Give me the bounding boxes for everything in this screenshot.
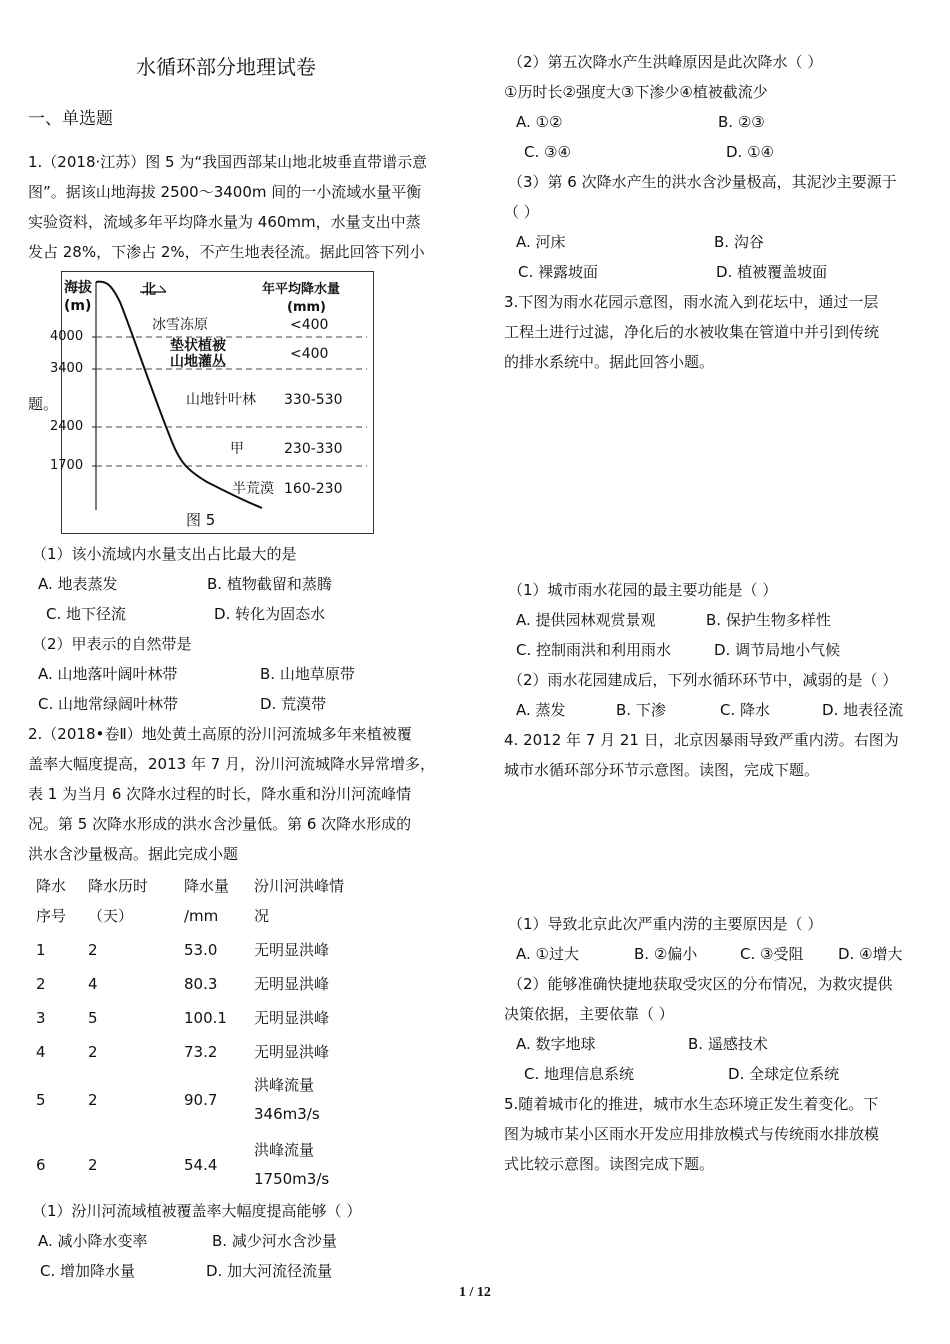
q2-sub1: （1）汾川河流域植被覆盖率大幅度提高能够（ ） — [32, 1202, 362, 1220]
q4-text-line: 城市水循环部分环节示意图。读图，完成下题。 — [504, 761, 820, 779]
q4-sub2-option[interactable]: B. 遥感技术 — [688, 1035, 768, 1053]
q5-text-line: 图为城市某小区雨水开发应用排放模式与传统雨水排放模 — [504, 1125, 880, 1143]
table-cell: 5 — [36, 1091, 46, 1109]
table-cell: 4 — [88, 975, 98, 993]
q1-sub1-option[interactable]: A. 地表蒸发 — [38, 575, 118, 593]
figure-caption: 图 5 — [186, 511, 216, 529]
table-header: 降水历时 — [88, 877, 149, 895]
q4-sub2-option[interactable]: A. 数字地球 — [516, 1035, 596, 1053]
zone-name: 山地灌丛 — [170, 354, 226, 370]
tick-label: 1700 — [50, 458, 84, 473]
axis-label: 海拔 — [64, 280, 92, 296]
axis-unit: (m) — [64, 298, 92, 314]
q4-sub1-option[interactable]: A. ①过大 — [516, 945, 579, 963]
q2-sub3-option[interactable]: B. 沟谷 — [714, 233, 764, 251]
q3-text-line: 工程土进行过滤，净化后的水被收集在管道中并引到传统 — [504, 323, 880, 341]
q2-sub1-option[interactable]: A. 减小降水变率 — [38, 1232, 148, 1250]
zone-value: <400 — [290, 317, 329, 333]
zone-name: 冰雪冻原 — [152, 317, 208, 333]
q4-sub2-option[interactable]: C. 地理信息系统 — [524, 1065, 635, 1083]
table-header: 序号 — [36, 907, 67, 925]
table-header: 降水 — [36, 877, 67, 895]
q4-sub2-option[interactable]: D. 全球定位系统 — [728, 1065, 840, 1083]
q1-sub1-option[interactable]: B. 植物截留和蒸腾 — [207, 575, 332, 593]
q2-text-line: 盖率大幅度提高，2013 年 7 月，汾川河流城降水异常增多， — [28, 755, 436, 773]
q2-sub3-blank: （ ） — [504, 203, 539, 221]
q3-sub1-option[interactable]: B. 保护生物多样性 — [706, 611, 831, 629]
q2-text-line: 2.（2018•卷Ⅱ）地处黄土高原的汾川河流城多年来植被覆 — [28, 725, 412, 743]
table-cell: 5 — [88, 1009, 98, 1027]
q1-sub2-option[interactable]: C. 山地常绿阔叶林带 — [38, 695, 179, 713]
q2-sub2-option[interactable]: B. ②③ — [718, 113, 765, 131]
zone-name: 山地针叶林 — [186, 392, 256, 408]
q3-sub2-option[interactable]: D. 地表径流 — [822, 701, 904, 719]
table-cell: 洪峰流量 — [254, 1076, 315, 1094]
q2-sub1-option[interactable]: B. 减少河水含沙量 — [212, 1232, 337, 1250]
q2-text-line: 洪水含沙量极高。据此完成小题 — [28, 845, 239, 863]
table-header: 汾川河洪峰情 — [254, 877, 345, 895]
q4-sub1-option[interactable]: C. ③受阻 — [740, 945, 804, 963]
table-header: （天） — [88, 907, 134, 925]
table-cell: 6 — [36, 1156, 46, 1174]
q1-sub1-option[interactable]: C. 地下径流 — [46, 605, 127, 623]
table-cell: 80.3 — [184, 975, 218, 993]
q2-sub2-statements: ①历时长②强度大③下渗少④植被截流少 — [504, 83, 768, 101]
zone-value: 230-330 — [284, 441, 343, 457]
table-cell: 2 — [88, 1156, 98, 1174]
q2-sub3-option[interactable]: C. 裸露坡面 — [518, 263, 599, 281]
table-cell: 54.4 — [184, 1156, 218, 1174]
q1-text-line: 题。 — [28, 395, 59, 413]
q1-sub2-option[interactable]: B. 山地草原带 — [260, 665, 355, 683]
col-header-unit: (mm) — [287, 300, 326, 315]
section-heading: 一、单选题 — [28, 109, 113, 129]
q2-text-line: 况。第 5 次降水形成的洪水含沙量低。第 6 次降水形成的 — [28, 815, 412, 833]
q1-text-line: 图”。据该山地海拔 2500～3400m 间的一小流域水量平衡 — [28, 183, 422, 201]
table-header: 况 — [254, 907, 270, 925]
table-cell: 3 — [36, 1009, 46, 1027]
page-number: 1 / 12 — [459, 1285, 491, 1300]
q5-text-line: 5.随着城市化的推进，城市水生态环境正发生着变化。下 — [504, 1095, 879, 1113]
col-header: 年平均降水量 — [262, 282, 341, 297]
q3-sub2: （2）雨水花园建成后，下列水循环环节中，减弱的是（ ） — [508, 671, 898, 689]
q2-sub3: （3）第 6 次降水产生的洪水含沙量极高，其泥沙主要源于 — [508, 173, 897, 191]
q1-text-line: 实验资料，流域多年平均降水量为 460mm，水量支出中蒸 — [28, 213, 421, 231]
zone-name: 半荒漠 — [232, 481, 274, 497]
q2-sub3-option[interactable]: D. 植被覆盖坡面 — [716, 263, 828, 281]
zone-value: 160-230 — [284, 481, 343, 497]
q4-sub2: （2）能够准确快捷地获取受灾区的分布情况，为救灾提供 — [508, 975, 893, 993]
q4-text-line: 4. 2012 年 7 月 21 日，北京因暴雨导致严重内涝。右图为 — [504, 731, 899, 749]
q3-sub1-option[interactable]: C. 控制雨洪和利用雨水 — [516, 641, 672, 659]
q3-sub2-option[interactable]: C. 降水 — [720, 701, 771, 719]
table-header: 降水量 — [184, 877, 230, 895]
table-cell: 100.1 — [184, 1009, 227, 1027]
q2-sub1-option[interactable]: D. 加大河流径流量 — [206, 1262, 333, 1280]
table-cell: 346m3/s — [254, 1105, 320, 1123]
zone-value: <400 — [290, 346, 329, 362]
table-cell: 2 — [36, 975, 46, 993]
table-cell: 无明显洪峰 — [254, 941, 330, 959]
table-cell: 2 — [88, 941, 98, 959]
vertical-zone-figure — [50, 271, 374, 534]
q2-sub2-option[interactable]: D. ①④ — [726, 143, 774, 161]
q3-sub1-option[interactable]: A. 提供园林观赏景观 — [516, 611, 656, 629]
tick-label: 3400 — [50, 361, 84, 376]
page-title: 水循环部分地理试卷 — [136, 55, 316, 79]
zone-name: 甲 — [230, 441, 244, 457]
q2-sub2-option[interactable]: C. ③④ — [524, 143, 571, 161]
q4-sub2-cont: 决策依据，主要依靠（ ） — [504, 1005, 674, 1023]
table-cell: 2 — [88, 1091, 98, 1109]
table-header: /mm — [184, 907, 219, 925]
q3-sub1: （1）城市雨水花园的最主要功能是（ ） — [508, 581, 778, 599]
q3-sub1-option[interactable]: D. 调节局地小气候 — [714, 641, 841, 659]
q2-sub3-option[interactable]: A. 河床 — [516, 233, 566, 251]
north-label: 北 — [142, 282, 156, 298]
table-cell: 4 — [36, 1043, 46, 1061]
q5-text-line: 式比较示意图。读图完成下题。 — [504, 1155, 715, 1173]
table-cell: 1750m3/s — [254, 1170, 330, 1188]
q1-sub2-option[interactable]: D. 荒漠带 — [260, 695, 327, 713]
q3-text-line: 的排水系统中。据此回答小题。 — [504, 353, 715, 371]
zone-name: 垫状植被 — [170, 338, 226, 354]
q3-sub2-option[interactable]: B. 下渗 — [616, 701, 666, 719]
q4-sub1: （1）导致北京此次严重内涝的主要原因是（ ） — [508, 915, 823, 933]
table-cell: 洪峰流量 — [254, 1141, 315, 1159]
tick-label: 4000 — [50, 329, 84, 344]
q2-text-line: 表 1 为当月 6 次降水过程的时长，降水重和汾川河流峰情 — [28, 785, 412, 803]
table-cell: 2 — [88, 1043, 98, 1061]
q2-sub2-option[interactable]: A. ①② — [516, 113, 563, 131]
q1-text-line: 发占 28%，下渗占 2%，不产生地表径流。据此回答下列小 — [28, 243, 425, 261]
table-cell: 1 — [36, 941, 46, 959]
q1-sub2: （2）甲表示的自然带是 — [32, 635, 192, 653]
tick-label: 2400 — [50, 419, 84, 434]
table-cell: 53.0 — [184, 941, 218, 959]
q1-sub1-option[interactable]: D. 转化为固态水 — [214, 605, 326, 623]
zone-value: 330-530 — [284, 392, 343, 408]
table-cell: 90.7 — [184, 1091, 218, 1109]
table-cell: 无明显洪峰 — [254, 1043, 330, 1061]
q2-sub2: （2）第五次降水产生洪峰原因是此次降水（ ） — [508, 53, 823, 71]
q4-sub1-option[interactable]: B. ②偏小 — [634, 945, 698, 963]
q2-sub1-option[interactable]: C. 增加降水量 — [40, 1262, 136, 1280]
q3-text-line: 3.下图为雨水花园示意图，雨水流入到花坛中，通过一层 — [504, 293, 879, 311]
q1-sub1: （1）该小流域内水量支出占比最大的是 — [32, 545, 297, 563]
table-cell: 无明显洪峰 — [254, 1009, 330, 1027]
q1-sub2-option[interactable]: A. 山地落叶阔叶林带 — [38, 665, 178, 683]
q4-sub1-option[interactable]: D. ④增大 — [838, 945, 903, 963]
table-cell: 73.2 — [184, 1043, 218, 1061]
q3-sub2-option[interactable]: A. 蒸发 — [516, 701, 566, 719]
q1-text-line: 1.（2018·江苏）图 5 为“我国西部某山地北坡垂直带谱示意 — [28, 153, 428, 171]
table-cell: 无明显洪峰 — [254, 975, 330, 993]
